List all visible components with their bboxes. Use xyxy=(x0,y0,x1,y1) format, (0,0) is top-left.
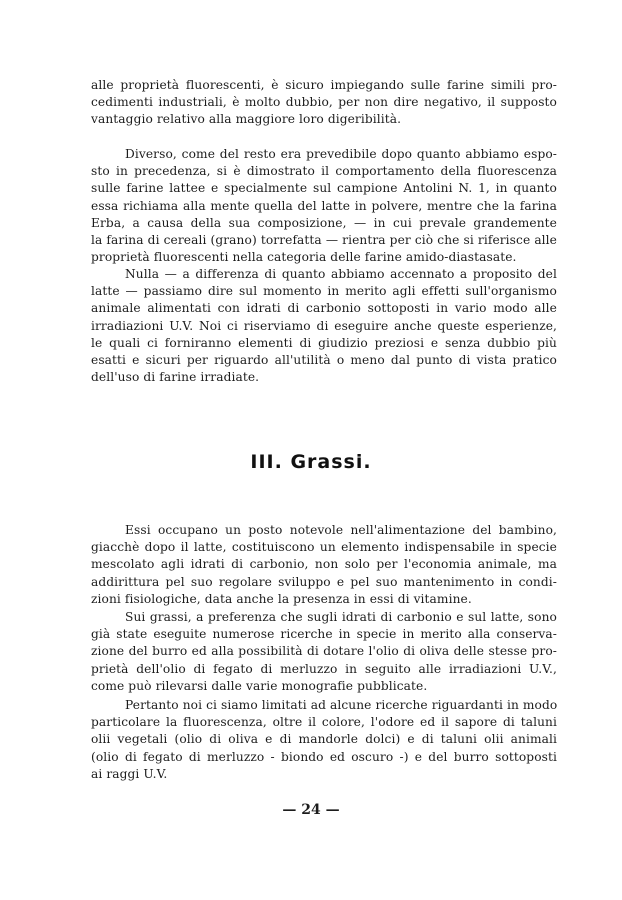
text-line: cedimenti industriali, è molto dubbio, per non dire negativo, il supposto xyxy=(91,95,557,110)
text-line: Nulla — a differenza di quanto abbiamo accennato a proposito del xyxy=(125,267,557,281)
text-line: zione del burro ed alla possibilità di dotare l'olio di oliva delle stesse pro- xyxy=(91,644,557,659)
text-line: la farina di cereali (grano) torrefatta — rientra per ciò che si riferisce alle xyxy=(91,232,557,247)
text-line: Diverso, come del resto era prevedibile dopo quanto abbiamo espo- xyxy=(125,147,557,161)
text-line: essa richiama alla mente quella del latte in polvere, mentre che la farina xyxy=(91,198,557,213)
section-heading: III. Grassi. xyxy=(250,451,372,473)
text-line: come può rilevarsi dalle varie monografie pubblicate. xyxy=(91,678,428,693)
paragraph-fats-experiments xyxy=(91,697,557,783)
text-line: Erba, a causa della sua composizione, — in cui prevale grandemente xyxy=(91,215,557,230)
text-line: sulle farine lattee e specialmente sul campione Antolini N. 1, in quanto xyxy=(91,181,557,196)
text-line: sto in precedenza, si è dimostrato il comportamento della fluorescenza xyxy=(91,164,557,179)
paragraph-milk-flours xyxy=(91,146,557,266)
text-line: esatti e sicuri per riguardo all'utilità o meno dal punto di vista pratico xyxy=(91,352,557,367)
text-line: alle proprietà fluorescenti, è sicuro impiegando sulle farine simili pro- xyxy=(91,78,557,92)
text-line: le quali ci forniranno elementi di giudizio preziosi e senza dubbio più xyxy=(91,335,557,350)
text-line: mescolato agli idrati di carbonio, non solo per l'economia animale, ma xyxy=(91,557,557,572)
text-line: irradiazioni U.V. Noi ci riserviamo di eseguire anche queste esperienze, xyxy=(91,318,557,333)
text-line: (olio di fegato di merluzzo - biondo ed oscuro -) e del burro sottoposti xyxy=(91,749,557,764)
text-line: Sui grassi, a preferenza che sugli idrati di carbonio e sul latte, sono xyxy=(125,610,557,624)
text-line: giacchè dopo il latte, costituiscono un elemento indispensabile in specie xyxy=(91,540,557,555)
paragraph-fats-research xyxy=(91,609,557,695)
text-line: dell'uso di farine irradiate. xyxy=(91,370,260,385)
text-line: particolare la fluorescenza, oltre il colore, l'odore ed il sapore di taluni xyxy=(91,715,557,730)
text-line: animale alimentati con idrati di carbonio sottoposti in vario modo alle xyxy=(91,301,557,316)
paragraph-fluorescent-properties xyxy=(91,77,557,129)
text-line: già state eseguite numerose ricerche in specie in merito alla conserva- xyxy=(91,627,557,642)
text-line: ai raggi U.V. xyxy=(91,766,168,781)
text-line: prietà dell'olio di fegato di merluzzo in seguito alle irradiazioni U.V., xyxy=(91,661,557,676)
text-line: Essi occupano un posto notevole nell'alimentazione del bambino, xyxy=(125,523,557,537)
paragraph-irradiated-flours xyxy=(91,266,557,386)
text-line: latte — passiamo dire sul momento in merito agli effetti sull'organismo xyxy=(91,284,557,299)
text-line: zioni fisiologiche, data anche la presenza in essi di vitamine. xyxy=(91,591,472,606)
text-line: Pertanto noi ci siamo limitati ad alcune ricerche riguardanti in modo xyxy=(125,698,557,712)
paragraph-fats-intro xyxy=(91,522,557,608)
page-number: — 24 — xyxy=(282,802,340,818)
text-line: vantaggio relativo alla maggiore loro digeribilità. xyxy=(91,112,402,127)
text-line: olii vegetali (olio di oliva e di mandorle dolci) e di taluni olii animali xyxy=(91,732,557,747)
text-line: proprietà fluorescenti nella categoria delle farine amido-diastasate. xyxy=(91,250,517,265)
text-line: addirittura pel suo regolare sviluppo e pel suo mantenimento in condi- xyxy=(91,574,557,589)
